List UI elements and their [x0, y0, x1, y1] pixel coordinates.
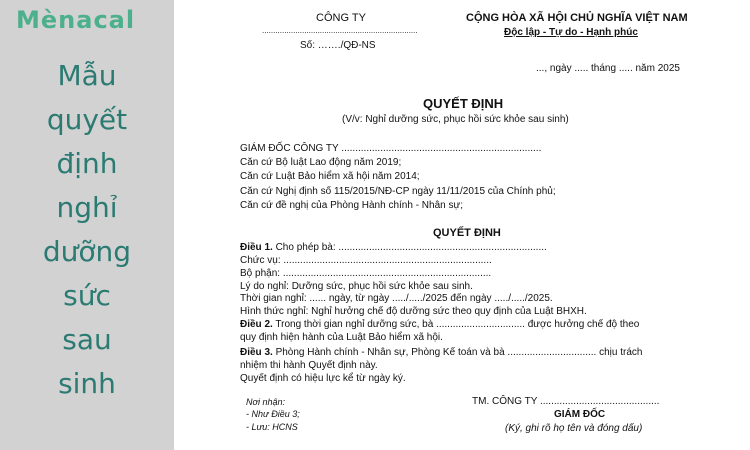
- basis-line: Căn cứ Bộ luật Lao động năm 2019;: [240, 157, 402, 168]
- side-title-line: sau: [62, 323, 112, 356]
- recipient-item: - Như Điều 3;: [246, 409, 300, 419]
- decision-heading: QUYẾT ĐỊNH: [433, 227, 501, 239]
- article-1-line: Lý do nghỉ: Dưỡng sức, phục hồi sức khỏe sau sinh.: [240, 281, 473, 292]
- side-title-line: nghỉ: [56, 191, 118, 224]
- brand-logo: Mènacal: [16, 6, 136, 34]
- article-1-line: Bộ phận: ...........................................................................: [240, 268, 492, 279]
- side-title: [0, 54, 174, 406]
- article-3: [240, 347, 642, 358]
- basis-line: GIÁM ĐỐC CÔNG TY ........................................................................: [240, 143, 542, 154]
- article-2-text: Trong thời gian nghỉ dưỡng sức, bà ................................ được hưởng chế độ theo: [272, 319, 640, 330]
- side-title-line: định: [56, 147, 118, 180]
- article-1: [240, 242, 547, 253]
- side-title-line: sinh: [58, 367, 116, 400]
- side-title-line: Mẫu: [57, 59, 117, 92]
- article-1-line: Hình thức nghỉ: Nghỉ hưởng chế độ dưỡng sức theo quy định của Luật BHXH.: [240, 306, 587, 317]
- document-page: [174, 0, 750, 450]
- side-title-line: sức: [63, 279, 111, 312]
- sign-note: (Ký, ghi rõ họ tên và đóng dấu): [505, 423, 643, 434]
- nation-motto: Độc lập - Tự do - Hạnh phúc: [504, 27, 638, 38]
- nation-title: CỘNG HÒA XÃ HỘI CHỦ NGHĨA VIỆT NAM: [466, 12, 688, 24]
- side-title-line: quyết: [46, 103, 128, 136]
- document-title: QUYẾT ĐỊNH: [423, 96, 504, 111]
- recipients-label: Nơi nhận:: [246, 397, 285, 407]
- side-title-line: dưỡng: [42, 235, 132, 268]
- basis-line: Căn cứ đề nghị của Phòng Hành chính - Nhân sự;: [240, 200, 463, 211]
- article-2-label: Điều 2.: [240, 319, 273, 330]
- article-1-line: Chức vụ: ...........................................................................: [240, 255, 492, 266]
- article-1-text: Cho phép bà: ...........................................................................: [272, 242, 547, 253]
- document-number: Số: ……./QĐ-NS: [300, 40, 376, 51]
- article-3-label: Điều 3.: [240, 347, 273, 358]
- effect-line: Quyết định có hiệu lực kể từ ngày ký.: [240, 373, 406, 384]
- basis-line: Căn cứ Nghị định số 115/2015/NĐ-CP ngày 11/11/2015 của Chính phủ;: [240, 186, 556, 197]
- basis-line: Căn cứ Luật Bảo hiểm xã hội năm 2014;: [240, 171, 420, 182]
- article-2: [240, 319, 639, 330]
- company-label: CÔNG TY: [316, 12, 366, 24]
- sign-title: GIÁM ĐỐC: [554, 409, 606, 420]
- sign-company: TM. CÔNG TY ...........................................: [472, 396, 660, 407]
- article-1-line: Thời gian nghỉ: ...... ngày, từ ngày ...../...../2025 đến ngày ...../...../2025.: [240, 293, 553, 304]
- document-subtitle: (V/v: Nghỉ dưỡng sức, phục hồi sức khỏe sau sinh): [342, 114, 569, 125]
- article-2-cont: quy định hiện hành của Luật Bảo hiểm xã hội.: [240, 332, 443, 343]
- recipient-item: - Lưu: HCNS: [246, 422, 298, 432]
- company-dots: ......................................................................: [262, 26, 418, 35]
- article-3-text: Phòng Hành chính - Nhân sự, Phòng Kế toán và bà ................................ chịu trách: [272, 347, 643, 358]
- date-line: ..., ngày ..... tháng ..... năm 2025: [536, 63, 680, 74]
- article-1-label: Điều 1.: [240, 242, 273, 253]
- article-3-cont: nhiệm thi hành Quyết định này.: [240, 360, 378, 371]
- sidebar-panel: [0, 0, 174, 450]
